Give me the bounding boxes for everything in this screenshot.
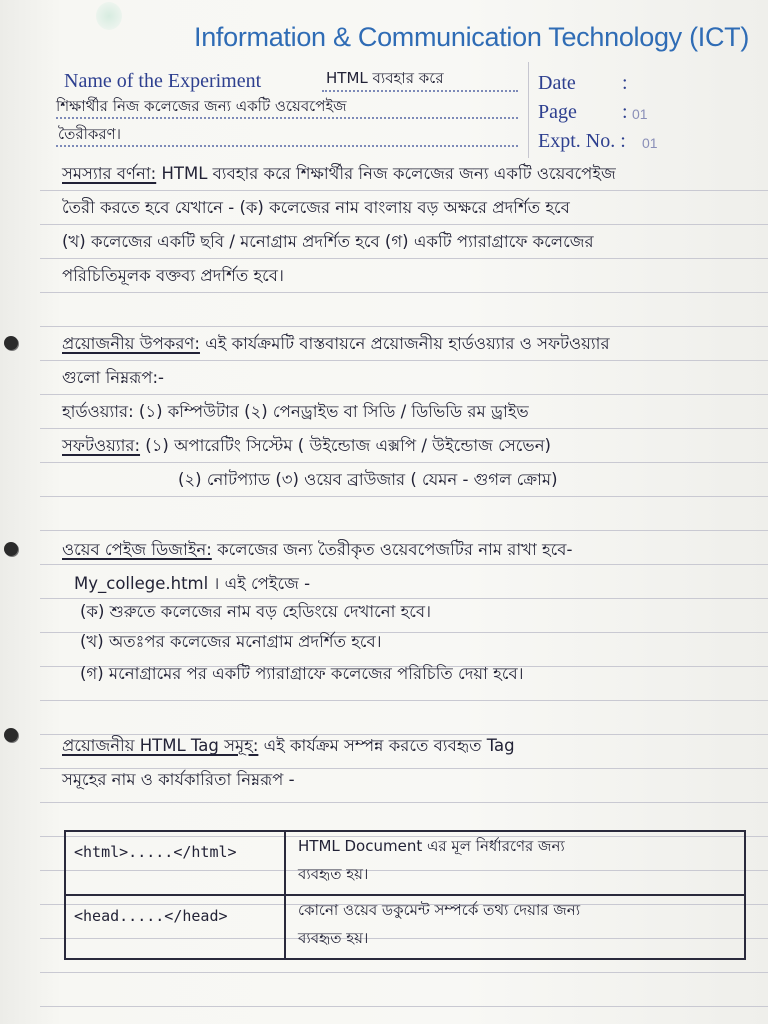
design-item-c: (গ) মনোগ্রামের পর একটি প্যারাগ্রাফে কলেজের পরিচিতি দেয়া হবে।: [80, 664, 524, 683]
table-row-1-desc1: HTML Document এর মূল নির্ধারণের জন্য: [298, 837, 565, 855]
experiment-number-label: Expt. No. :: [538, 130, 626, 152]
equipment-label: প্রয়োজনীয় উপকরণ:: [62, 334, 200, 353]
tags-label: প্রয়োজনীয় HTML Tag সমূহ:: [62, 736, 259, 755]
clip-mark: [96, 2, 122, 30]
tags-line2: সমূহের নাম ও কার্যকারিতা নিম্নরূপ -: [62, 770, 295, 789]
notebook-page: Information & Communication Technology (ICT) Name of the Experiment HTML ব্যবহার করে শিক্ষার্থীর নিজ কলেজের জন্য একটি ওয়েবপেইজ তৈরীকরণ। Date : Page : 01 Expt. No. : 01 সমস্যার বর্ণনা: HTML ব্যবহার করে শিক্ষার্থীর নিজ কলেজের জন্য একটি ওয়েবপেইজ তৈরী করতে হবে যেখানে - (ক) কলেজের নাম বাংলায় বড় অক্ষরে প্রদর্শিত হবে (খ) কলেজের একটি ছবি / মনোগ্রাম প্রদর্শিত হবে (গ) একটি প্যারাগ্রাফে কলেজের পরিচিতিমূলক বক্তব্য প্রদর্শিত হবে। প্রয়োজনীয় উপকরণ: এই কার্যক্রমটি বাস্তবায়নে প্রয়োজনীয় হার্ডওয়্যার ও সফটওয়্যার গুলো নিম্নরূপ:- হার্ডওয়্যার: (১) কম্পিউটার (২) পেনড্রাইভ বা সিডি / ডিভিডি রম ড্রাইভ সফটওয়্যার: (১) অপারেটিং সিস্টেম ( উইন্ডোজ এক্সপি / উইন্ডোজ সেভেন) (২) নোটপ্যাড (৩) ওয়েব ব্রাউজার ( যেমন - গুগল ক্রোম) ওয়েব পেইজ ডিজাইন: কলেজের জন্য তৈরীকৃত ওয়েবপেজটির নাম রাখা হবে- My_college.html । এই পেইজে - (ক) শুরুতে কলেজের নাম বড় হেডিংয়ে দেখানো হবে। (খ) অতঃপর কলেজের মনোগ্রাম প্রদর্শিত হবে। (গ) মনোগ্রামের পর একটি প্যারাগ্রাফে কলেজের পরিচিতি দেয়া হবে। প্রয়োজনীয় HTML Tag সমূহ: এই কার্যক্রম সম্পন্ন করতে ব্যবহৃত Tag সমূহের নাম ও কার্যকারিতা নিম্নরূপ - <html>.....</html> HTML Document এর মূল নির্ধারণের জন্য ব্যবহৃত হয়। <head.....</head> কোনো ওয়েব ডকুমেন্ট সম্পর্কে তথ্য দেয়ার জন্য ব্যবহৃত হয়।: [0, 0, 768, 1024]
table-row-1-desc2: ব্যবহৃত হয়।: [298, 865, 369, 883]
description-line4: পরিচিতিমূলক বক্তব্য প্রদর্শিত হবে।: [62, 266, 284, 285]
hardware-items: (১) কম্পিউটার (২) পেনড্রাইভ বা সিডি / ডিভিডি রম ড্রাইভ: [138, 402, 529, 421]
date-label: Date: [538, 72, 576, 94]
description-line1: HTML ব্যবহার করে শিক্ষার্থীর নিজ কলেজের জন্য একটি ওয়েবপেইজ: [161, 164, 616, 183]
brand-title: Information & Communication Technology (ICT): [194, 22, 750, 52]
description-label: সমস্যার বর্ণনা:: [62, 164, 157, 183]
experiment-name-line2: শিক্ষার্থীর নিজ কলেজের জন্য একটি ওয়েবপেইজ: [56, 97, 347, 115]
description-line2: তৈরী করতে হবে যেখানে - (ক) কলেজের নাম বাংলায় বড় অক্ষরে প্রদর্শিত হবে: [62, 198, 570, 217]
table-row-1-tag: <html>.....</html>: [74, 843, 237, 861]
software-label: সফটওয়্যার:: [62, 436, 141, 455]
table-row-2-desc2: ব্যবহৃত হয়।: [298, 929, 369, 947]
design-item-b: (খ) অতঃপর কলেজের মনোগ্রাম প্রদর্শিত হবে।: [80, 632, 382, 651]
binder-hole-bottom: [4, 728, 18, 742]
description-line3: (খ) কলেজের একটি ছবি / মনোগ্রাম প্রদর্শিত হবে (গ) একটি প্যারাগ্রাফে কলেজের: [62, 232, 594, 251]
experiment-name-line3: তৈরীকরণ।: [58, 125, 122, 143]
software-line1: (১) অপারেটিং সিস্টেম ( উইন্ডোজ এক্সপি / উইন্ডোজ সেভেন): [145, 436, 551, 455]
equipment-line1: এই কার্যক্রমটি বাস্তবায়নে প্রয়োজনীয় হার্ডওয়্যার ও সফটওয়্যার: [205, 334, 610, 353]
design-line2: My_college.html । এই পেইজে -: [74, 574, 311, 593]
binder-hole-middle: [4, 542, 18, 556]
design-item-a: (ক) শুরুতে কলেজের নাম বড় হেডিংয়ে দেখানো হবে।: [80, 602, 432, 621]
table-row-2-desc1: কোনো ওয়েব ডকুমেন্ট সম্পর্কে তথ্য দেয়ার জন্য: [298, 901, 581, 919]
software-line2: (২) নোটপ্যাড (৩) ওয়েব ব্রাউজার ( যেমন - গুগল ক্রোম): [178, 470, 558, 489]
page-number: 01: [632, 106, 648, 122]
experiment-number: 01: [642, 135, 658, 151]
hardware-label: হার্ডওয়্যার:: [62, 402, 134, 421]
design-label: ওয়েব পেইজ ডিজাইন:: [62, 540, 212, 559]
experiment-name-line1: HTML ব্যবহার করে: [326, 69, 444, 87]
table-row-2-tag: <head.....</head>: [74, 907, 228, 925]
equipment-line2: গুলো নিম্নরূপ:-: [62, 368, 165, 387]
design-line1: কলেজের জন্য তৈরীকৃত ওয়েবপেজটির নাম রাখা হবে-: [217, 540, 573, 559]
tags-line1: এই কার্যক্রম সম্পন্ন করতে ব্যবহৃত Tag: [263, 736, 515, 755]
binder-hole-top: [4, 336, 18, 350]
experiment-name-label: Name of the Experiment: [64, 70, 262, 92]
page-label: Page: [538, 101, 577, 123]
